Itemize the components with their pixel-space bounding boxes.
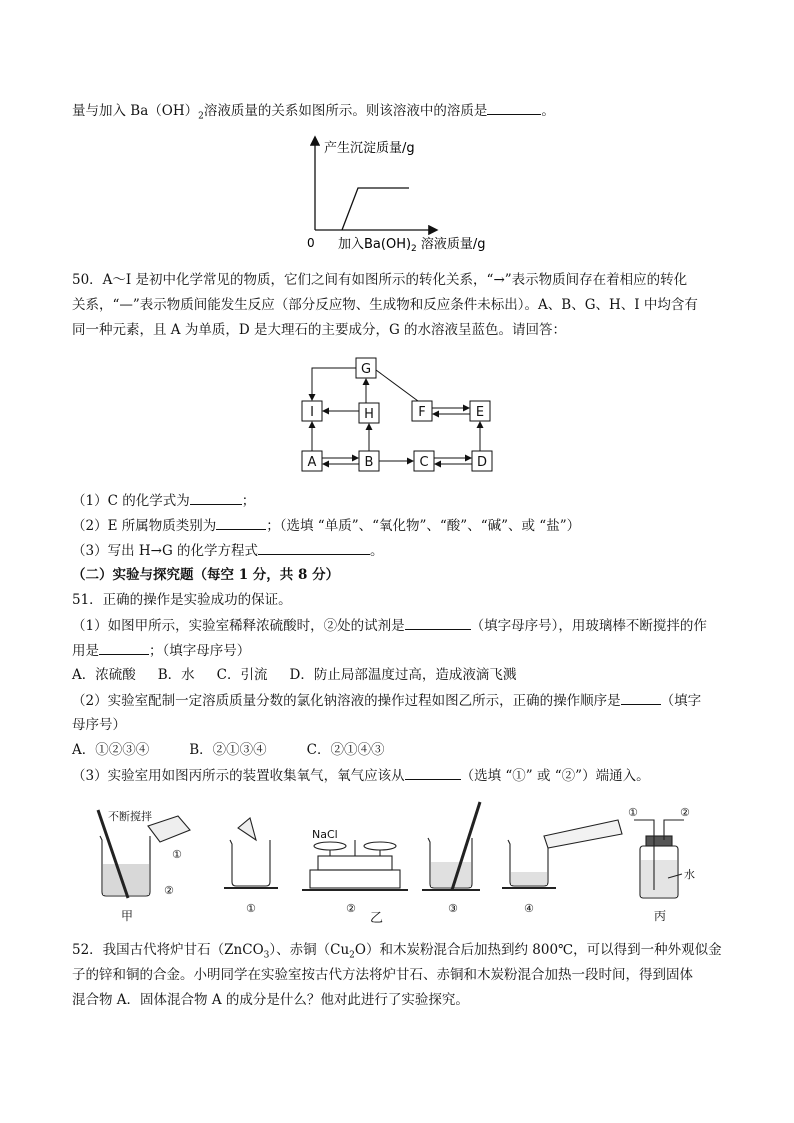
q51-opt2-b: B．②①③④ <box>189 742 267 758</box>
q51-s3-a: （3）实验室用如图丙所示的装置收集氧气，氧气应该从 <box>72 768 405 784</box>
q51-s2-b: （填字 <box>660 693 702 709</box>
q51-opt2-a: A．①②③④ <box>72 742 150 758</box>
water-label: 水 <box>684 868 695 881</box>
q50-sub3-b: 。 <box>370 543 384 559</box>
precipitate-curve <box>342 188 409 230</box>
graph-origin: 0 <box>307 236 315 250</box>
q51-opt2-c: C．②①④③ <box>306 742 385 758</box>
intro-text-a: 量与加入 Ba（OH） <box>72 103 199 119</box>
answer-blank-e-category[interactable] <box>216 517 266 530</box>
q50-sub1-a: （1）C 的化学式为 <box>72 493 190 509</box>
q51-s3-b: （选填 “①” 或 “②”）端通入。 <box>460 768 650 784</box>
step1-beaker <box>230 840 270 886</box>
nacl-label: NaCl <box>312 828 338 841</box>
answer-blank-reagent[interactable] <box>405 617 471 630</box>
q50-sub1-b: ； <box>241 493 256 509</box>
q51-s1-d: ；（填字母序号） <box>149 643 251 659</box>
node-a-label: A <box>307 455 317 470</box>
graph-xlabel-b: 溶液质量/g <box>416 237 486 252</box>
q51-options1 <box>72 667 516 684</box>
jia-circle-1: ① <box>172 848 182 861</box>
q51-s3 <box>72 767 650 785</box>
node-e-label: E <box>475 405 485 420</box>
precipitate-graph <box>300 132 500 254</box>
q51-opt1-a: A．浓硫酸 <box>72 667 136 683</box>
q52-line2: 子的锌和铜的合金。小明同学在实验室按古代方法将炉甘石、赤铜和木炭粉混合加热一段时间，得到固体 <box>72 967 693 983</box>
step1-paper <box>238 818 256 840</box>
balance-right-pan <box>364 842 396 850</box>
q52-sub-3: 3 <box>263 950 270 961</box>
figure-step2-balance <box>302 840 408 890</box>
q51-opt1-b: B．水 <box>157 667 195 683</box>
conversion-diagram <box>290 350 510 480</box>
q51-s2-line1 <box>72 692 701 710</box>
label-yi: 乙 <box>370 911 384 926</box>
q51-s1-line2 <box>72 642 250 660</box>
q51-s2-line2: 母序号） <box>72 717 126 733</box>
balance-body <box>318 856 392 870</box>
q50-sub3 <box>72 542 384 560</box>
q51-s1-b: （填字母序号），用玻璃棒不断搅拌的作 <box>470 618 707 634</box>
q50-sub3-a: （3）写出 H→G 的化学方程式 <box>72 543 259 559</box>
figure-step4 <box>502 820 622 888</box>
q51-s1-line1 <box>72 617 707 635</box>
answer-blank-c-formula[interactable] <box>190 492 242 505</box>
label-step2: ② <box>346 902 356 915</box>
intro-end: 。 <box>541 103 555 119</box>
q51-title: 51．正确的操作是实验成功的保证。 <box>72 592 292 608</box>
jia-bottle <box>148 816 190 842</box>
q51-s2-a: （2）实验室配制一定溶质质量分数的氯化钠溶液的操作过程如图乙所示，正确的操作顺序是 <box>72 693 621 709</box>
node-h-label: H <box>364 407 374 422</box>
node-d-label: D <box>476 455 488 470</box>
bing-port-1: ① <box>628 806 638 819</box>
q52-line1-a: 52．我国古代将炉甘石（ZnCO <box>72 942 264 958</box>
bing-stopper <box>646 836 672 846</box>
intro-text-b: 溶液质量的关系如图所示。则该溶液中的溶质是 <box>203 103 488 119</box>
section2-heading: （二）实验与探究题（每空 1 分，共 8 分） <box>72 567 340 583</box>
q52-line3: 混合物 A．固体混合物 A 的成分是什么？他对此进行了实验探究。 <box>72 992 469 1008</box>
intro-line <box>72 102 555 123</box>
q50-line1: 50．A～I 是初中化学常见的物质，它们之间有如图所示的转化关系，“→”表示物质间存在着相应的转化 <box>72 272 688 288</box>
q52-line1 <box>72 942 722 962</box>
q50-sub2-a: （2）E 所属物质类别为 <box>72 518 217 534</box>
balance-left-pan <box>314 842 346 850</box>
q50-line3: 同一种元素，且 A 为单质，D 是大理石的主要成分，G 的水溶液呈蓝色。请回答： <box>72 322 567 338</box>
q50-sub2-b: ；（选填 “单质”、“氧化物”、“酸”、“碱”、或 “盐”） <box>266 518 581 534</box>
label-step4: ④ <box>524 902 534 915</box>
apparatus-figure <box>88 800 695 928</box>
q52-sub-2: 2 <box>349 950 355 961</box>
q51-s1-a: （1）如图甲所示，实验室稀释浓硫酸时，②处的试剂是 <box>72 618 405 634</box>
answer-blank-inlet[interactable] <box>405 767 461 780</box>
answer-blank-stir-purpose[interactable] <box>99 642 149 655</box>
label-step1: ① <box>246 902 256 915</box>
q51-opt1-d: D．防止局部温度过高，造成液滴飞溅 <box>289 667 517 683</box>
answer-blank-order[interactable] <box>621 692 661 705</box>
q52-line1-c: O）和木炭粉混合后加热到约 800℃，可以得到一种外观似金 <box>354 942 722 958</box>
graph-xlabel-sub: 2 <box>411 244 417 254</box>
node-b-label: B <box>364 455 374 470</box>
figure-step3 <box>422 802 480 890</box>
graph-xlabel-a: 加入Ba(OH) <box>338 237 412 252</box>
label-step3: ③ <box>448 902 458 915</box>
label-jia: 甲 <box>121 909 134 923</box>
node-f-label: F <box>418 405 426 420</box>
intro-sub: 2 <box>198 111 204 122</box>
node-i-label: I <box>310 405 314 420</box>
figure-step1 <box>224 818 278 888</box>
balance-base <box>310 870 400 888</box>
q51-opt1-c: C．引流 <box>216 667 268 683</box>
graph-xlabel <box>338 236 486 254</box>
step4-cylinder <box>544 820 622 848</box>
q50-sub2 <box>72 517 580 535</box>
label-bing: 丙 <box>654 909 667 923</box>
line-g-f <box>376 370 418 401</box>
stir-label: 不断搅拌 <box>108 810 152 823</box>
q50-line2: 关系，“—”表示物质间能发生反应（部分反应物、生成物和反应条件未标出）。A、B、G、H、I 中均含有 <box>72 297 698 313</box>
q51-s1-c: 用是 <box>72 643 99 659</box>
q51-options2 <box>72 742 385 759</box>
figure-bing-gas-bottle <box>634 820 684 898</box>
jia-circle-2: ② <box>164 884 174 897</box>
arrow-g-to-i <box>312 368 356 400</box>
graph-ylabel: 产生沉淀质量/g <box>324 141 415 156</box>
answer-blank-solute[interactable] <box>487 102 541 115</box>
q52-line1-b: ）、赤铜（Cu <box>269 942 350 958</box>
answer-blank-h-g-equation[interactable] <box>258 542 370 555</box>
q50-sub1 <box>72 492 255 510</box>
node-c-label: C <box>419 455 429 470</box>
bing-port-2: ② <box>680 806 690 819</box>
node-g-label: G <box>360 362 372 377</box>
